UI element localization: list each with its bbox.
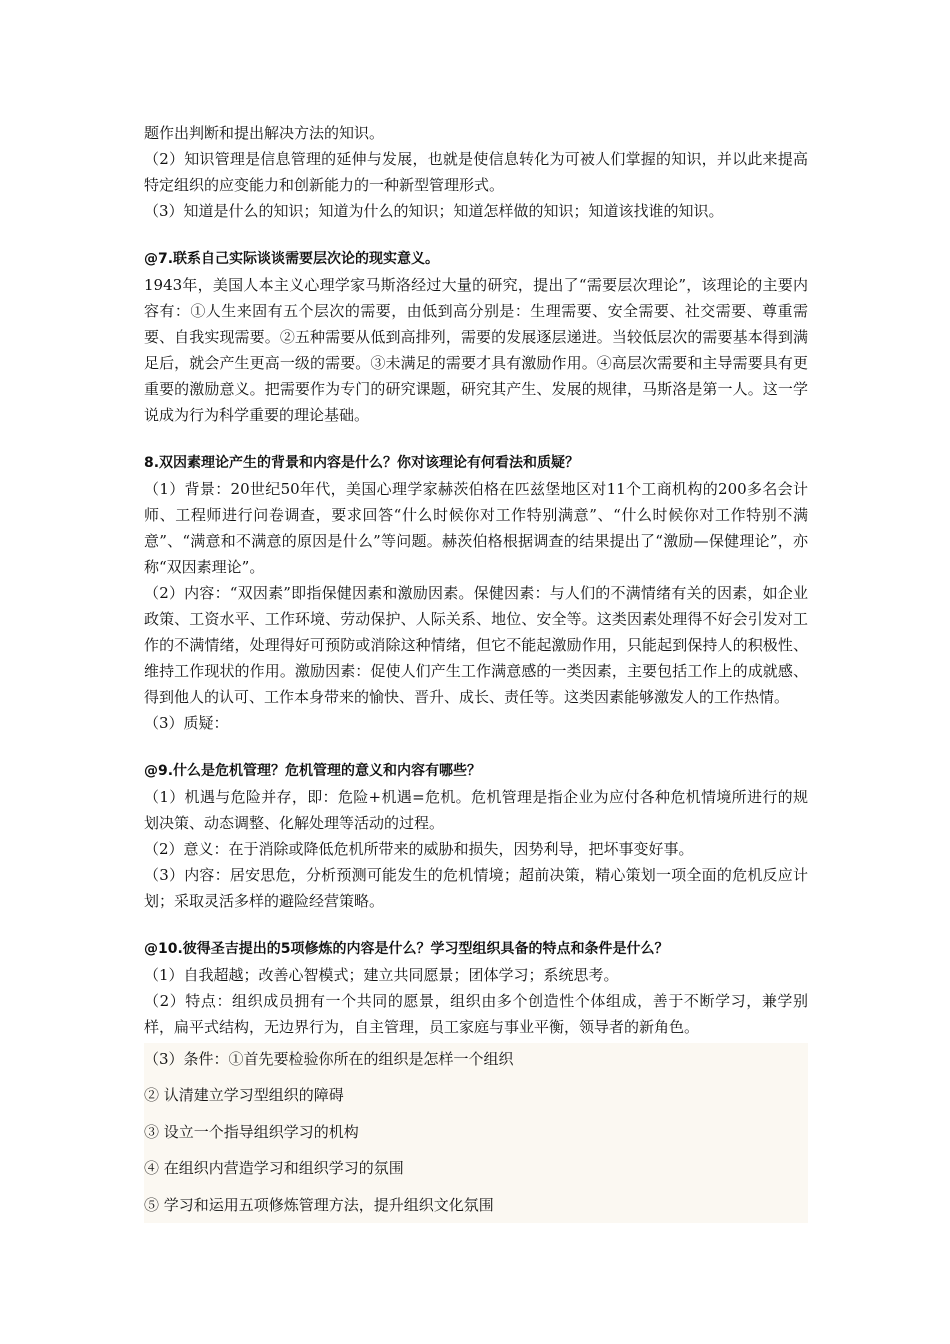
paragraph: 题作出判断和提出解决方法的知识。 — [144, 124, 385, 142]
condition-line: ④ 在组织内营造学习和组织学习的氛围 — [144, 1159, 404, 1177]
question-heading: @7.联系自己实际谈谈需要层次论的现实意义。 — [144, 251, 440, 267]
answer-paragraph: 1943年，美国人本主义心理学家马斯洛经过大量的研究，提出了“需要层次理论”，该理论的主要内容有：①人生来固有五个层次的需要，由低到高分别是：生理需要、安全需要、社交需要、尊重需要、自我实现需要。②五种需要从低到高排列，需要的发展逐层递进。当较低层次的需要基本得到满足后，就会产生更高一级的需要。③未满足的需要才具有激励作用。④高层次需要和主导需要具有更重要的激励意义。把需要作为专门的研究课题，研究其产生、发展的规律，马斯洛是第一人。这一学说成为行为科学重要的理论基础。 — [144, 276, 808, 424]
answer-paragraph: （2）内容：“双因素”即指保健因素和激励因素。保健因素：与人们的不满情绪有关的因素，如企业政策、工资水平、工作环境、劳动保护、人际关系、地位、安全等。这类因素处理得不好会引发对工作的不满情绪，处理得好可预防或消除这种情绪，但它不能起激励作用，只能起到保持人的积极性、维持工作现状的作用。激励因素：促使人们产生工作满意感的一类因素，主要包括工作上的成就感、得到他人的认可、工作本身带来的愉快、晋升、成长、责任等。这类因素能够激发人的工作热情。 — [144, 584, 808, 706]
answer-paragraph: （3）内容：居安思危，分析预测可能发生的危机情境；超前决策，精心策划一项全面的危机反应计划；采取灵活多样的避险经营策略。 — [144, 866, 808, 910]
answer-paragraph: （2）意义：在于消除或降低危机所带来的威胁和损失，因势利导，把坏事变好事。 — [144, 840, 694, 858]
paragraph: （3）知道是什么的知识；知道为什么的知识；知道怎样做的知识；知道该找谁的知识。 — [144, 202, 724, 220]
condition-line: ② 认清建立学习型组织的障碍 — [144, 1086, 344, 1104]
paragraph: （2）知识管理是信息管理的延伸与发展，也就是使信息转化为可被人们掌握的知识，并以此来提高特定组织的应变能力和创新能力的一种新型管理形式。 — [144, 150, 808, 194]
answer-paragraph: （1）背景：20世纪50年代，美国心理学家赫茨伯格在匹兹堡地区对11个工商机构的200多名会计师、工程师进行问卷调查，要求回答“什么时候你对工作特别满意”、“什么时候你对工作特别不满意”、“满意和不满意的原因是什么”等问题。赫茨伯格根据调查的结果提出了“激励—保健理论”，亦称“双因素理论”。 — [144, 480, 808, 576]
condition-line: ⑤ 学习和运用五项修炼管理方法，提升组织文化氛围 — [144, 1196, 494, 1214]
document-body — [144, 120, 808, 1040]
answer-paragraph: （1）自我超越；改善心智模式；建立共同愿景；团体学习；系统思考。 — [144, 966, 619, 984]
answer-paragraph: （1）机遇与危险并存，即：危险+机遇=危机。危机管理是指企业为应付各种危机情境所进行的规划决策、动态调整、化解处理等活动的过程。 — [144, 788, 808, 832]
question-heading: @10.彼得圣吉提出的5项修炼的内容是什么？学习型组织具备的特点和条件是什么？ — [144, 941, 669, 957]
condition-line: （3）条件：①首先要检验你所在的组织是怎样一个组织 — [144, 1050, 514, 1068]
answer-paragraph: （2）特点：组织成员拥有一个共同的愿景，组织由多个创造性个体组成，善于不断学习，兼学别样，扁平式结构，无边界行为，自主管理，员工家庭与事业平衡，领导者的新角色。 — [144, 992, 808, 1036]
question-heading: @9.什么是危机管理？危机管理的意义和内容有哪些？ — [144, 763, 482, 779]
answer-paragraph: （3）质疑： — [144, 714, 229, 732]
condition-line: ③ 设立一个指导组织学习的机构 — [144, 1123, 359, 1141]
question-heading: 8.双因素理论产生的背景和内容是什么？你对该理论有何看法和质疑？ — [144, 455, 580, 471]
